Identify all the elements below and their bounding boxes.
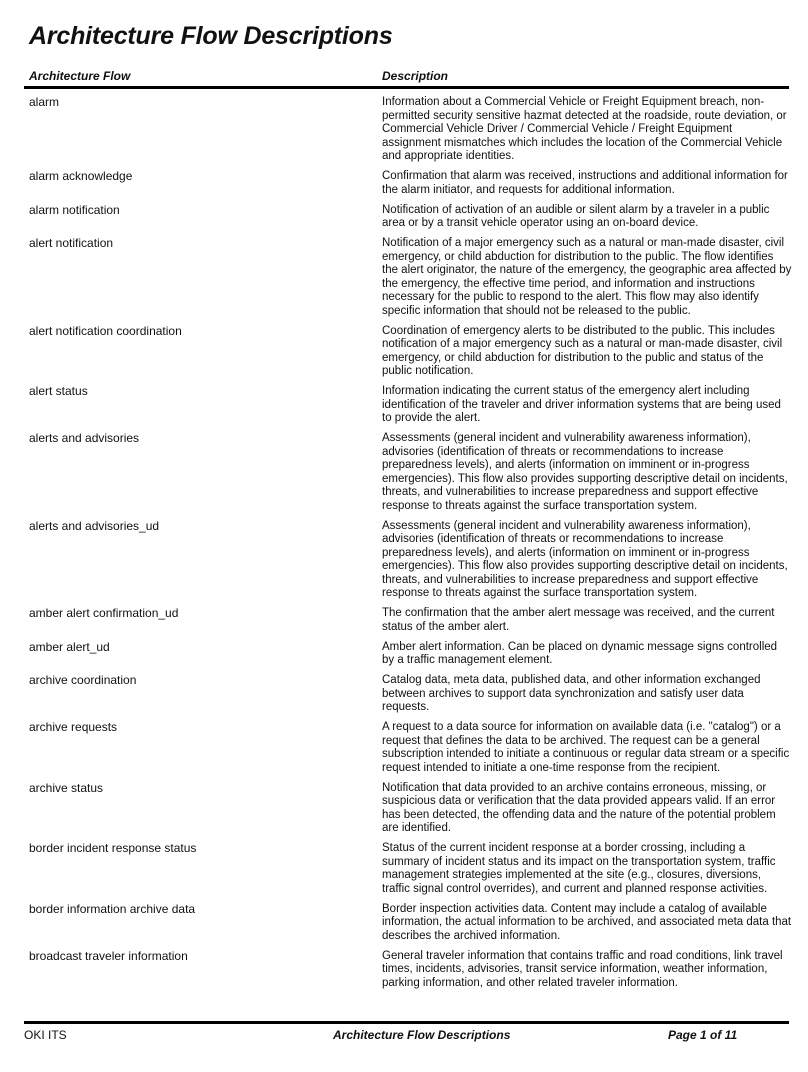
flow-name: alert notification [29, 236, 114, 250]
table-row [0, 641, 808, 675]
footer-divider [24, 1021, 789, 1024]
footer-document-title: Architecture Flow Descriptions [333, 1028, 511, 1042]
flow-description: Coordination of emergency alerts to be distributed to the public. This includes notification of a major emergency such as a natural or man-made disaster, civil emergency, or child abduction for distribution to the public and status of the public notification. [382, 324, 783, 377]
flow-description: Catalog data, meta data, published data, and other information exchanged between archives to support data synchronization and satisfy user data requests. [382, 674, 761, 713]
footer-page-number: Page 1 of 11 [668, 1028, 738, 1042]
table-row [0, 721, 808, 782]
flow-description: Information about a Commercial Vehicle or Freight Equipment breach, non-permitted security sensitive hazmat detected at the roadside, route deviation, or Commercial Vehicle Driver / Commercial Vehicle / Freight Equipment assignment mismatches which includes the location of the Commercial Vehicle and appropriate identities. [382, 96, 787, 162]
flow-description: Notification of a major emergency such as a natural or man-made disaster, civil emergency, or child abduction for distribution to the public. The flow identifies the alert originator, the nature of the emergency, the geographic area affected by the emergency, the effective time period, and information and instructions necessary for the public to respond to the alert. This flow may also identify specific information that should not be released to the public. [382, 237, 792, 317]
table-row [0, 607, 808, 641]
flow-name: archive requests [29, 720, 118, 734]
flow-name: archive status [29, 780, 104, 795]
table-row [0, 782, 808, 843]
flow-name: border incident response status [29, 841, 197, 855]
flow-description: Assessments (general incident and vulnerability awareness information), advisories (identification of threats or recommendations to increase preparedness levels), and alerts (information on imminent or in-progress emergencies). This flow also provides supporting descriptive detail on incidents, threats, and vulnerabilities to increase preparedness and support effective response to threats against the surface transportation system. [382, 519, 788, 599]
footer-organization: OKI ITS [24, 1028, 67, 1042]
flow-description: Amber alert information. Can be placed on dynamic message signs controlled by a traffic management element. [382, 640, 778, 666]
table-row [0, 520, 808, 608]
flow-table [0, 96, 808, 997]
table-row [0, 170, 808, 204]
flow-name: alarm notification [29, 202, 120, 217]
table-row [0, 237, 808, 325]
table-row [0, 96, 808, 170]
table-row [0, 950, 808, 997]
flow-name: alert status [29, 384, 88, 398]
flow-name: amber alert confirmation_ud [29, 606, 179, 620]
flow-name: alerts and advisories [29, 431, 140, 445]
flow-name: alarm acknowledge [29, 169, 133, 183]
table-row [0, 842, 808, 903]
flow-description: Confirmation that alarm was received, instructions and additional information for the alarm initiator, and requests for additional information. [382, 170, 788, 196]
flow-description: The confirmation that the amber alert message was received, and the current status of the amber alert. [382, 607, 775, 633]
flow-description: A request to a data source for information on available data (i.e. "catalog") or a request that defines the data to be archived. The request can be a general subscription intended to initiate a continuous or regular data stream or a specific request intended to initiate a one-time response from the recipient. [382, 721, 790, 774]
flow-name: broadcast traveler information [29, 948, 188, 963]
flow-name: alerts and advisories_ud [29, 518, 160, 533]
flow-description: Information indicating the current status of the emergency alert including identification of the traveler and driver information systems that are being used to provide the alert. [382, 385, 781, 424]
column-header-description: Description [382, 69, 449, 83]
flow-name: alarm [29, 95, 60, 109]
flow-description: Status of the current incident response at a border crossing, including a summary of incident status and its impact on the transportation system, traffic management strategies implemented at the site (e.g., closures, diversions, traffic signal control overrides), and current and planned response activities. [382, 842, 776, 895]
page-title: Architecture Flow Descriptions [29, 22, 393, 50]
header-divider [24, 86, 789, 89]
table-row [0, 903, 808, 950]
flow-name: border information archive data [29, 901, 196, 916]
table-row [0, 325, 808, 386]
flow-description: Notification of activation of an audible or silent alarm by a traveler in a public area or by a transit vehicle operator using an on-board device. [382, 203, 770, 229]
table-row [0, 385, 808, 432]
flow-name: alert notification coordination [29, 323, 182, 338]
flow-name: amber alert_ud [29, 639, 110, 654]
flow-description: General traveler information that contains traffic and road conditions, link travel times, incidents, advisories, transit service information, weather information, parking information, and other related traveler information. [382, 949, 783, 989]
flow-description: Assessments (general incident and vulnerability awareness information), advisories (identification of threats or recommendations to increase preparedness levels), and alerts (information on imminent or in-progress emergencies). This flow also provides supporting descriptive detail on incidents, threats, and vulnerabilities to increase preparedness and support effective response to threats against the surface transportation system. [382, 432, 788, 512]
table-row [0, 432, 808, 520]
flow-name: archive coordination [29, 673, 137, 687]
table-row [0, 674, 808, 721]
table-row [0, 204, 808, 238]
flow-description: Border inspection activities data. Content may include a catalog of available information, the actual information to be archived, and associated meta data that describes the archived information. [382, 902, 792, 942]
flow-description: Notification that data provided to an archive contains erroneous, missing, or suspicious data or verification that the data provided appears valid. If an error has been detected, the offending data and the nature of the potential problem are identified. [382, 781, 776, 834]
column-header-architecture-flow: Architecture Flow [29, 69, 131, 83]
